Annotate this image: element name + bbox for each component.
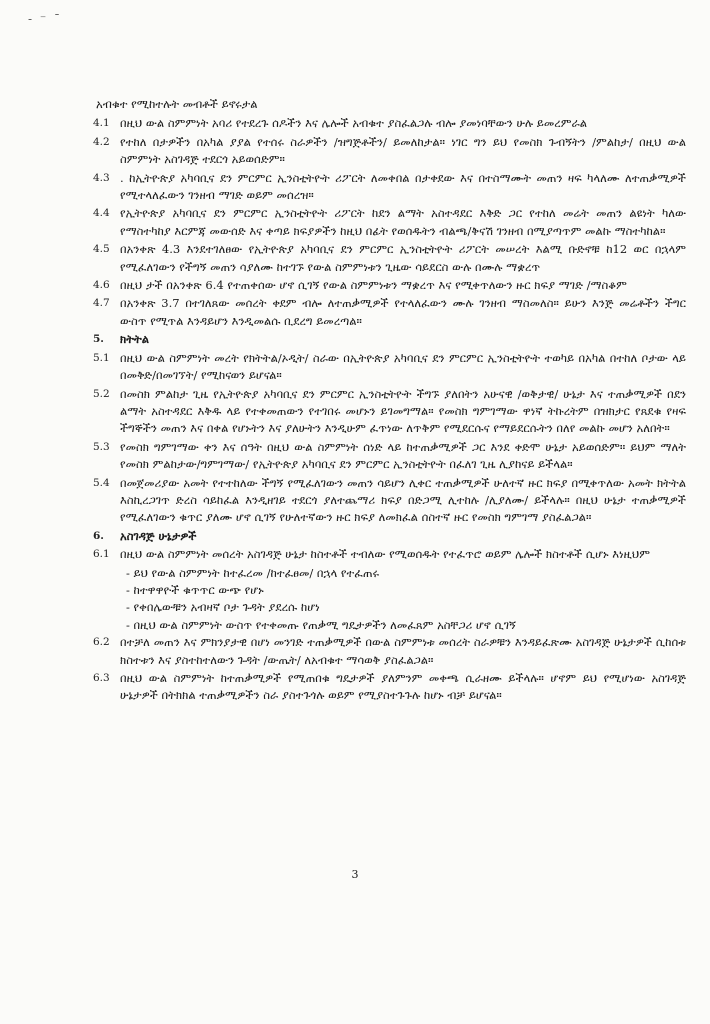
clause-number: 6.2 (93, 636, 110, 649)
clause-text: በዚህ ውል ስምምነት አባሪ የተደረጉ ሰዶችን እና ሌሎች አብቁተ ያስፈልጋሉ ብሎ ያመነባቸውን ሁሉ ይመረምራል (120, 116, 588, 131)
clause-text: በዚህ ውል ስምምነት ከተጠቃሚዎች የሚጠበቁ ግዴታዎች ያለምንም መቀጫ ሲራዘሙ ይችላሉ። ሆኖም ይህ የሚሆነው አስገዳጅ ሁኔታዎች በትክክል ተጠቃሚዎችን ስራ ያስተጉጎሉ ወይም የሚያስተጉጉሉ ከሆኑ ብቻ ይሆናል። (120, 671, 686, 703)
clause-number: 5.4 (93, 476, 110, 489)
clause-6-1 (93, 546, 686, 563)
page-number: 3 (351, 868, 359, 881)
clause-4-2 (93, 134, 686, 169)
intro-line: አብቁተ የሚከተሉት መብቶች ይኖሩታል (96, 97, 258, 111)
list-item: - የቀበሌውቹን አብዛኛ ቦታ ጉዳት ያደረሱ ከሆነ (126, 600, 320, 615)
clause-text: . ከኢትዮጵያ አካባቢና ደን ምርምር ኢንስቲትዮት ሪፖርት ለመቀበል በታቀደው እና በተስማሙት መጠን ዛፍ ካላለሙ ለተጠቃሚዎች የሚተላለፈውን ገንዘብ ማገድ ወይም መሰረዝ። (120, 170, 686, 203)
clause-number: 5.3 (93, 440, 110, 453)
clause-5-1 (93, 350, 686, 385)
condition-list (120, 565, 686, 635)
clause-4-3 (93, 170, 686, 205)
clause-number: 6.3 (93, 672, 110, 684)
clause-4-6 (93, 277, 686, 294)
clause-4-5 (93, 241, 686, 276)
clause-text: በዚህ ታች በአንቀጽ 6.4 የተጠቀሰው ሆኖ ሲገኝ የውል ስምምነቱን ማቋረጥ እና የሚቀጥለውን ዙር ክፍያ ማገድ /ማስቆም (120, 278, 627, 293)
clause-number: 4.7 (93, 297, 110, 310)
clause-text: በአንቀጽ 4.3 እንደተገለፀው የኢትዮጵያ አካባቢና ደን ምርምር ኢንስቲትዮት ሪፖርት መሠረት እልሚ ቡድኖቹ ከ12 ወር በኋላም የሚፈለገውን የችግኝ መጠን ሳያለሙ ከተገኙ የውል ስምምነቱን ጊዜው ሳይደርስ ውሉ በሙሉ ማቋረጥ (120, 242, 686, 274)
clause-6-2 (93, 634, 686, 669)
clause-4-7 (93, 295, 686, 330)
clause-number: 4.3 (93, 171, 110, 184)
list-item: - ከተዋዋዮች ቁጥጥር ውጭ የሆኑ (126, 582, 264, 597)
section-title: ክትትል (120, 332, 150, 347)
clause-text: በዚህ ውል ስምምነት መሰረት አስገዳጅ ሁኔታ ከስተቶች ተብለው የሚወሰዱት የተፈጥሮ ወይም ሌሎች ክስተቶች ሲሆኑ እነዚህም (120, 547, 650, 562)
clause-number: 5.2 (93, 387, 110, 400)
clause-5-2 (93, 386, 686, 438)
section-title: አስገዳጅ ሁኔታዎች (120, 528, 197, 543)
clause-number: 4.4 (93, 207, 110, 220)
clause-number: 4.1 (93, 117, 110, 130)
clause-4-1 (93, 115, 686, 132)
clause-text: የመስክ ግምገማው ቀን እና ሰዓት በዚህ ውል ስምምነት ሰነድ ላይ ከተጠቃሚዎች ጋር እንደ ቀድሞ ሁኔታ አይወሰድም። ይህም ማለት የመስክ ምልከታው/ግምገማው/ የኢትዮጵያ አካባቢና ደን ምርምር ኢንስቲትዮት በፈለገ ጊዜ ሊያከናይ ይችላል። (120, 439, 686, 472)
clause-text: በተቻለ መጠን እና ምክንያታዊ በሆነ መንገድ ተጠቃሚዎች በውል ስምምነቱ መሰረት ስራዎቹን እንዳይፈጽሙ አስገዳጅ ሁኔታዎች ሲከሰቱ ክስተቱን እና ያስተከተለውን ጉዳት /ውጤት/ ለአብቁተ ማሳወቅ ያስፈልጋል። (120, 635, 686, 667)
clause-text: በመስክ ምልከታ ጊዜ የኢትዮጵያ አካባቢና ደን ምርምር ኢንስቲትዮት ችግኙ ያለበትን አሁናዊ /ወቅታዊ/ ሁኔታ እና ተጠቃሚዎች በደን ልማት አስተዳደር እቅዱ ላይ የተቀመጠውን የተገበሩ መሆኑን ይገመግማል። የመስክ ግምገማው ዋነኛ ትኩረትም በዝክታር የጸደቁ የዛፍ ችግኞችን መጠን እና በቀል የሆኑትን እና ያለሁትን እንዲሁም ፈጥነው ለጥቅም የሚደርሱና የማይደርሱትን በለየ መልኩ መሆን አለበት። (120, 386, 686, 436)
clause-number: 4.6 (93, 279, 110, 292)
list-item: - በዚህ ውል ስምምነት ውስጥ የተቀመጡ የጠቃሚ ግዴታዎችን ለመፈጸም አስቸጋሪ ሆኖ ሲገኝ (126, 617, 516, 632)
clause-text: በአንቀጽ 3.7 በተገለጸው መሰረት ቀደም ብሎ ለተጠቃሚዎች የተላለፈውን ሙሉ ገንዘብ ማስመለስ። ይሁን እንጅ መሬቶችን ችግር ውስጥ የሚጥል እንዳይሆን እንዲመልሱ ቢደረግ ይመረጣል። (120, 296, 686, 328)
clause-number: 4.5 (93, 243, 110, 256)
top-corner-mark: ‑ ⁻ ˉ (28, 12, 63, 26)
clause-number: 5.1 (93, 351, 110, 364)
clause-5-4 (93, 475, 686, 527)
clause-4-4 (93, 205, 686, 240)
clause-text: በዚህ ውል ስምምነት መረት የክትትል/ኦዲት/ ስራው በኢትዮጵያ አካባቢና ደን ምርምር ኢንስቲትዮት ተወካይ በአካል በተከለ ቦታው ላይ በመቅድ/በመገኘት/ የሚከናወን ይሆናል። (120, 350, 686, 383)
clause-number: 4.2 (93, 135, 110, 148)
section-number: 6. (93, 529, 104, 542)
section-number: 5. (93, 333, 104, 346)
clause-text: የኢትዮጵያ አካባቢና ደን ምርምር ኢንስቲትዮት ሪፖርት ከደን ልማት አስተዳደር እቅድ ጋር የተከለ መሬት መጠን ልዩነት ካለው የማስተካከያ እርምጃ መውሰድ እና ቀጣይ ክፍያዎችን ከዚህ በፊት የወሰዱትን ብልጫ/ቅናሽ ገንዘብ በሚያጣጥም መልኩ ማስተካከል። (120, 206, 686, 238)
clause-6-3 (93, 670, 686, 705)
clause-text: የተከለ በታዎችን በአካል ያያል የተሰሩ ስራዎችን /ዝግጅቶችን/ ይመለከታል። ነገር ግን ይህ የመስክ ጉብኝትን /ምልከታ/ በዚህ ውል ስምምነት አስገዳጅ ተደርጎ አይወሰድም። (120, 134, 686, 167)
list-item: - ይህ የውል ስምምነት ከተፈረመ /ከተፈፀመ/ በኋላ የተፈጠሩ (126, 565, 380, 580)
section-heading-5 (93, 331, 686, 348)
clause-text: በመጀመሪያው አመት የተተከለው ችግኝ የሚፈለገውን መጠን ሳይሆን ሊቀር ተጠቃሚዎች ሁለተኛ ዙር ክፍያ በሚቀጥለው አመት ክትትል እስኪረጋገጥ ድረስ ሳይከፈል እንዲዘገይ ተደርጎ ያለተጨማሪ ክፍያ በድጋሚ ሊተከሉ /ሊያለሙ/ ይችላሉ። በዚህ ሁኔታ ተጠቃሚዎች የሚፈለገውን ቁጥር ያለሙ ሆኖ ሲገኝ የሁለተኛውን ዙር ክፍያ ለመክፈል ሰስተኛ ዙር የመስክ ግምገማ ያስፈልጋል። (120, 475, 686, 525)
document-body (93, 96, 686, 706)
clause-number: 6.1 (93, 548, 110, 561)
section-heading-6 (93, 528, 686, 545)
clause-5-3 (93, 439, 686, 474)
